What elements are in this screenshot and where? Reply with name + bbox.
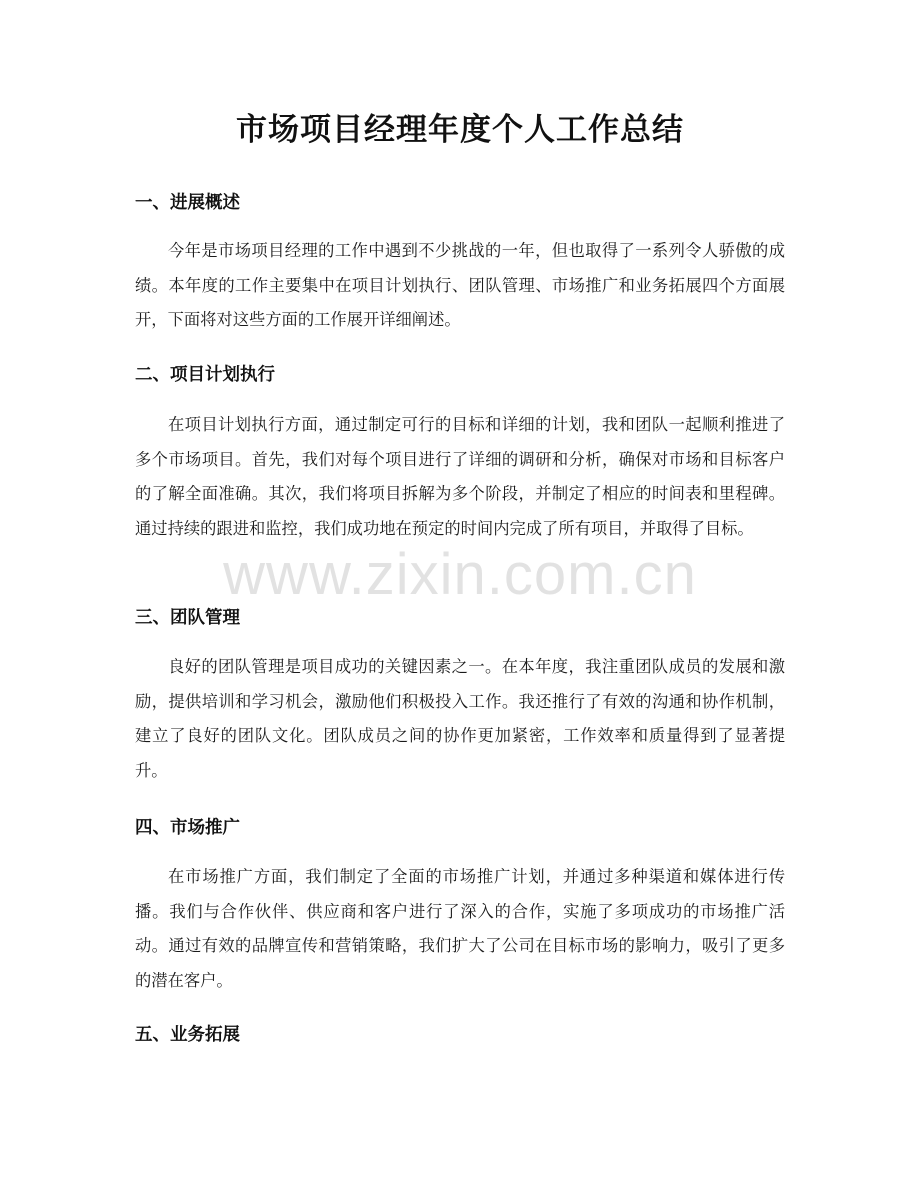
watermark: www.zixin.com.cn [223, 542, 697, 607]
section-body-progress-overview: 今年是市场项目经理的工作中遇到不少挑战的一年，但也取得了一系列令人骄傲的成绩。本年度的工作主要集中在项目计划执行、团队管理、市场推广和业务拓展四个方面展开，下面将对这些方面的工作展开详细阐述。 [135, 241, 785, 329]
section-body-project-execution: 在项目计划执行方面，通过制定可行的目标和详细的计划，我和团队一起顺利推进了多个市场项目。首先，我们对每个项目进行了详细的调研和分析，确保对市场和目标客户的了解全面准确。其次，我们将项目拆解为多个阶段，并制定了相应的时间表和里程碑。通过持续的跟进和监控，我们成功地在预定的时间内完成了所有项目，并取得了目标。 [135, 415, 785, 538]
section-heading-marketing: 四、市场推广 [135, 818, 240, 838]
section-heading-progress-overview: 一、进展概述 [135, 193, 240, 213]
section-heading-business-expansion: 五、业务拓展 [135, 1025, 240, 1045]
section-body-team-management: 良好的团队管理是项目成功的关键因素之一。在本年度，我注重团队成员的发展和激励，提供培训和学习机会，激励他们积极投入工作。我还推行了有效的沟通和协作机制，建立了良好的团队文化。团队成员之间的协作更加紧密，工作效率和质量得到了显著提升。 [135, 657, 785, 780]
document-title: 市场项目经理年度个人工作总结 [236, 112, 684, 148]
section-heading-team-management: 三、团队管理 [135, 608, 240, 628]
section-heading-project-execution: 二、项目计划执行 [135, 365, 275, 385]
section-body-marketing: 在市场推广方面，我们制定了全面的市场推广计划，并通过多种渠道和媒体进行传播。我们与合作伙伴、供应商和客户进行了深入的合作，实施了多项成功的市场推广活动。通过有效的品牌宣传和营销策略，我们扩大了公司在目标市场的影响力，吸引了更多的潜在客户。 [135, 867, 785, 990]
